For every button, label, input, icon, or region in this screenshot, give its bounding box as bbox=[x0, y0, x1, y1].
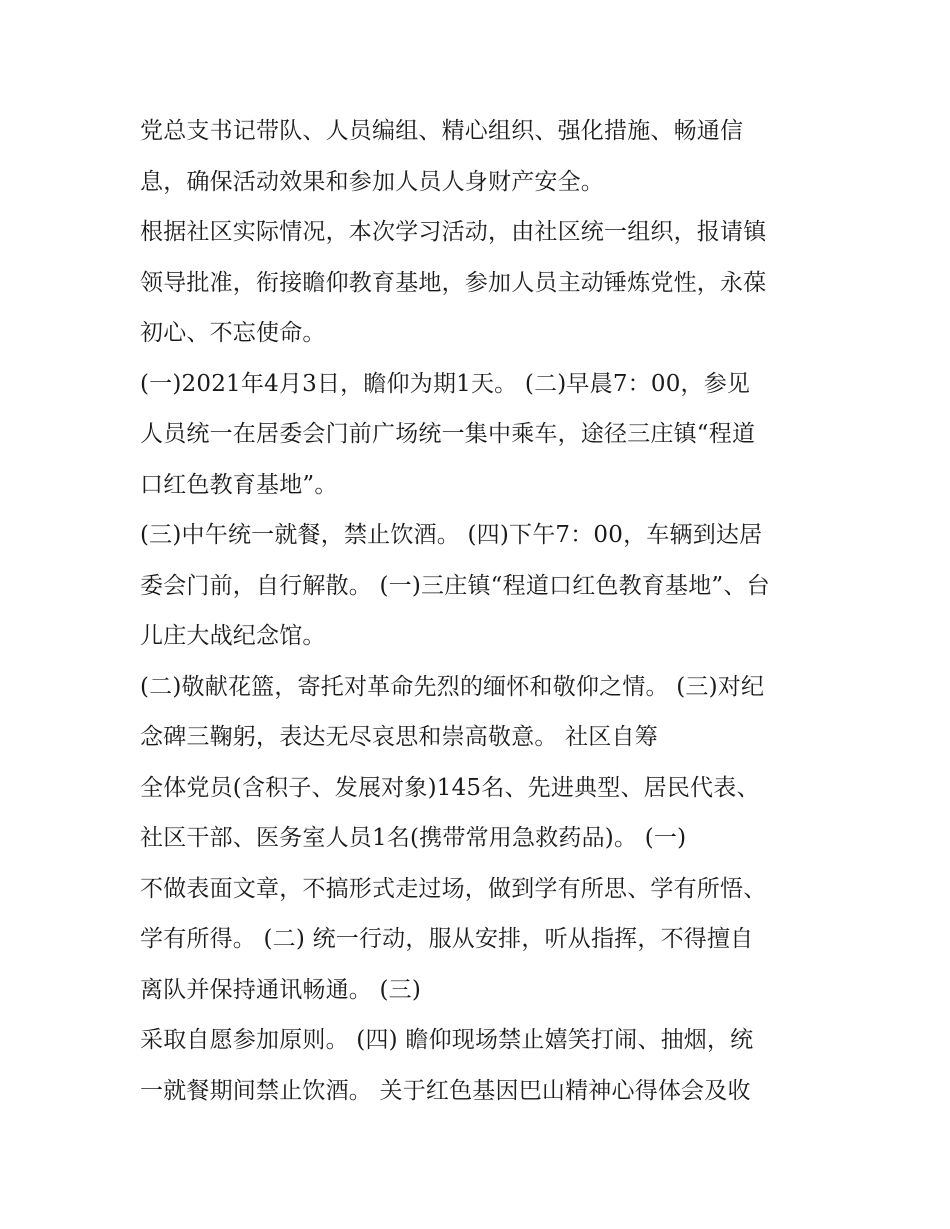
text-line: 一就餐期间禁止饮酒。 关于红色基因巴山精神心得体会及收 bbox=[140, 1077, 751, 1104]
text-line: (三)中午统一就餐，禁止饮酒。 (四)下午7：00，车辆到达居 bbox=[140, 522, 763, 548]
text-line: 委会门前，自行解散。 (一)三庄镇“程道口红色教育基地”、台 bbox=[140, 572, 770, 599]
document-body bbox=[140, 106, 840, 1116]
text-line: 息，确保活动效果和参加人员人身财产安全。 bbox=[140, 168, 604, 195]
text-line: 社区干部、医务室人员1名(携带常用急救药品)。 (一) bbox=[140, 825, 687, 851]
text-line: 念碑三鞠躬，表达无尽哀思和崇高敬意。 社区自筹 bbox=[140, 724, 658, 750]
text-line: 学有所得。 (二) 统一行动，服从安排，听从指挥，不得擅自 bbox=[140, 926, 754, 952]
text-line: 离队并保持通讯畅通。 (三) bbox=[140, 976, 422, 1003]
text-line: 儿庄大战纪念馆。 bbox=[140, 623, 326, 649]
text-line: 口红色教育基地”。 bbox=[140, 471, 338, 498]
text-line: (二)敬献花篮，寄托对革命先烈的缅怀和敬仰之情。 (三)对纪 bbox=[140, 673, 765, 700]
text-line: 人员统一在居委会门前广场统一集中乘车，途径三庄镇“程道 bbox=[140, 421, 756, 447]
text-line: 根据社区实际情况，本次学习活动，由社区统一组织，报请镇 bbox=[140, 219, 767, 245]
text-line: (一)2021年4月3日，瞻仰为期1天。 (二)早晨7：00，参见 bbox=[140, 370, 751, 397]
text-line: 采取自愿参加原则。 (四) 瞻仰现场禁止嬉笑打闹、抽烟，统 bbox=[140, 1027, 754, 1053]
text-line: 党总支书记带队、人员编组、精心组织、强化措施、畅通信 bbox=[140, 118, 744, 144]
text-line: 初心、不忘使命。 bbox=[140, 320, 326, 346]
text-line: 领导批准，衔接瞻仰教育基地，参加人员主动锤炼党性，永葆 bbox=[140, 269, 767, 296]
text-line: 全体党员(含积子、发展对象)145名、先进典型、居民代表、 bbox=[140, 774, 760, 801]
text-line: 不做表面文章，不搞形式走过场，做到学有所思、学有所悟、 bbox=[140, 875, 767, 902]
